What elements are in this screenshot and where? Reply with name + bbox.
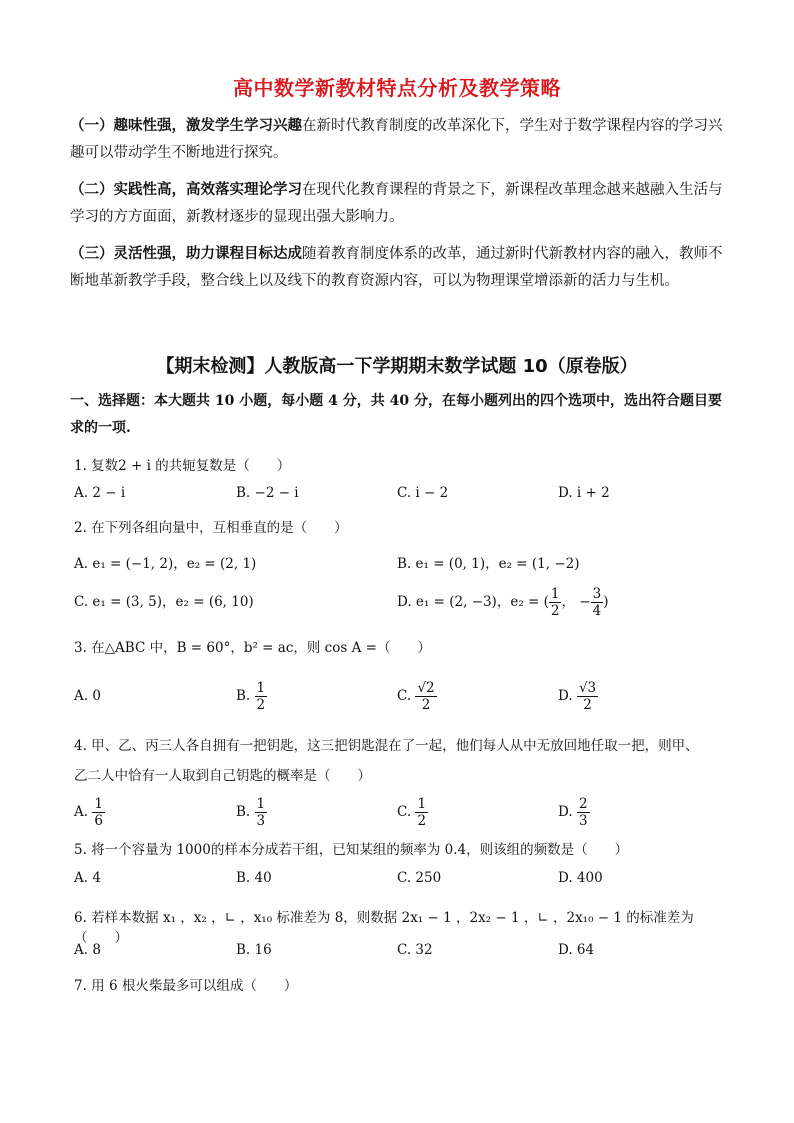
option-fraction bbox=[577, 680, 598, 713]
fraction-denominator: 2 bbox=[256, 697, 266, 713]
fraction-denominator: 4 bbox=[592, 603, 602, 619]
option-letter: B. bbox=[236, 804, 251, 820]
intro-paragraph-1 bbox=[70, 112, 730, 167]
option-letter: B. bbox=[236, 688, 251, 704]
option-fraction bbox=[255, 680, 268, 713]
intro-heading-1: （一）趣味性强，激发学生学习兴趣 bbox=[70, 117, 302, 134]
fraction-denominator: 3 bbox=[578, 813, 588, 829]
option-letter: D. bbox=[558, 688, 573, 704]
fraction-numerator: 3 bbox=[592, 586, 602, 602]
fraction-denominator: 2 bbox=[583, 697, 592, 713]
fraction-numerator: 1 bbox=[256, 680, 266, 696]
fraction-numerator: 1 bbox=[417, 796, 427, 812]
option-letter: C. bbox=[397, 804, 412, 820]
q2-option-d-middle: ， − bbox=[561, 594, 591, 610]
intro-heading-3: （三）灵活性强，助力课程目标达成 bbox=[70, 245, 302, 262]
intro-body-3: 随着教育制度体系的改革，通过新时代新教材内容的融入，教师不断地革新教学手段，整合线上以及线下的教育资源内容，可以为物理课堂增添新的活力与生机。 bbox=[70, 246, 723, 289]
fraction-numerator: 2 bbox=[578, 796, 588, 812]
option-letter: D. bbox=[558, 804, 573, 820]
option-fraction bbox=[92, 796, 105, 829]
option-letter: A. bbox=[74, 804, 89, 820]
fraction-denominator: 2 bbox=[550, 603, 560, 619]
q5-option-d: D. 400 bbox=[558, 870, 603, 886]
q6-option-c: C. 32 bbox=[397, 942, 433, 958]
fraction-denominator: 2 bbox=[417, 813, 427, 829]
fraction-numerator: 1 bbox=[256, 796, 266, 812]
fraction-denominator: 2 bbox=[421, 697, 431, 713]
intro-paragraph-3 bbox=[70, 240, 730, 295]
fraction-numerator: 1 bbox=[550, 586, 560, 602]
q2-option-d-suffix: ) bbox=[603, 594, 609, 610]
q2-option-d-prefix: D. e₁ = (2, −3)，e₂ = ( bbox=[397, 594, 549, 610]
question-4-stem-line-1: 4. 甲、乙、丙三人各自拥有一把钥匙，这三把钥匙混在了一起，他们每人从中无放回地任取一把，则甲、 bbox=[74, 738, 699, 754]
fraction-numerator: 1 bbox=[94, 796, 103, 812]
q4-option-a bbox=[74, 796, 105, 829]
q1-option-d: D. i + 2 bbox=[558, 485, 610, 501]
fraction-denominator: 6 bbox=[94, 813, 103, 829]
q3-option-d bbox=[558, 680, 598, 713]
q1-option-b: B. −2 − i bbox=[236, 485, 299, 501]
question-5-stem: 5. 将一个容量为 1000的样本分成若干组，已知某组的频率为 0.4，则该组的频数是（ ） bbox=[74, 842, 629, 858]
document-title: 高中数学新教材特点分析及教学策略 bbox=[233, 76, 561, 100]
option-fraction bbox=[415, 796, 428, 829]
option-fraction bbox=[255, 796, 268, 829]
q2-option-b: B. e₁ = (0, 1)，e₂ = (1, −2) bbox=[397, 556, 580, 572]
q5-option-c: C. 250 bbox=[397, 870, 442, 886]
q2-option-c: C. e₁ = (3, 5)，e₂ = (6, 10) bbox=[74, 594, 254, 610]
q2-option-d-fraction-1 bbox=[549, 586, 562, 619]
option-letter: C. bbox=[397, 688, 412, 704]
option-fraction bbox=[415, 680, 436, 713]
q5-option-a: A. 4 bbox=[74, 870, 101, 886]
intro-body-2: 在现代化教育课程的背景之下，新课程改革理念越来越融入生活与学习的方方面面，新教材逐步的显现出强大影响力。 bbox=[70, 182, 723, 225]
fraction-numerator: √2 bbox=[417, 680, 435, 696]
q3-option-b bbox=[236, 680, 267, 713]
q1-option-c: C. i − 2 bbox=[397, 485, 449, 501]
intro-body-1: 在新时代教育制度的改革深化下，学生对于数学课程内容的学习兴趣可以带动学生不断地进行探究。 bbox=[70, 118, 723, 161]
intro-heading-2: （二）实践性高，高效落实理论学习 bbox=[70, 181, 302, 198]
question-2-stem: 2. 在下列各组向量中，互相垂直的是（ ） bbox=[74, 520, 348, 536]
q6-option-b: B. 16 bbox=[236, 942, 272, 958]
question-6-stem: 6. 若样本数据 x₁ ，x₂ ，∟ ，x₁₀ 标准差为 8，则数据 2x₁ − 1 ，2x₂ − 1 ，∟ ，2x₁₀ − 1 的标准差为（ ） bbox=[74, 910, 694, 946]
q4-option-c bbox=[397, 796, 428, 829]
question-4-stem-line-2: 乙二人中恰有一人取到自己钥匙的概率是（ ） bbox=[74, 768, 371, 784]
q2-option-d bbox=[397, 586, 608, 619]
q2-option-d-fraction-2 bbox=[591, 586, 604, 619]
q1-option-a: A. 2 − i bbox=[74, 485, 126, 501]
q6-option-d: D. 64 bbox=[558, 942, 595, 958]
intro-paragraph-2 bbox=[70, 176, 730, 231]
exam-title: 【期末检测】人教版高一下学期期末数学试题 10（原卷版） bbox=[156, 356, 638, 377]
question-3-stem: 3. 在△ABC 中，B = 60°，b² = ac，则 cos A =（ ） bbox=[74, 640, 431, 656]
q4-option-d bbox=[558, 796, 590, 829]
option-fraction bbox=[577, 796, 590, 829]
question-1-stem: 1. 复数2 + i 的共轭复数是（ ） bbox=[74, 458, 291, 474]
fraction-numerator: √3 bbox=[578, 680, 597, 696]
q5-option-b: B. 40 bbox=[236, 870, 272, 886]
question-7-stem: 7. 用 6 根火柴最多可以组成（ ） bbox=[74, 978, 298, 994]
q6-option-a: A. 8 bbox=[74, 942, 101, 958]
section-heading: 一、选择题：本大题共 10 小题，每小题 4 分，共 40 分，在每小题列出的四个选项中，选出符合题目要求的一项. bbox=[70, 393, 722, 436]
q3-option-a: A. 0 bbox=[74, 688, 101, 704]
fraction-denominator: 3 bbox=[256, 813, 266, 829]
q3-option-c bbox=[397, 680, 437, 713]
q4-option-b bbox=[236, 796, 267, 829]
q2-option-a: A. e₁ = (−1, 2)，e₂ = (2, 1) bbox=[74, 556, 257, 572]
